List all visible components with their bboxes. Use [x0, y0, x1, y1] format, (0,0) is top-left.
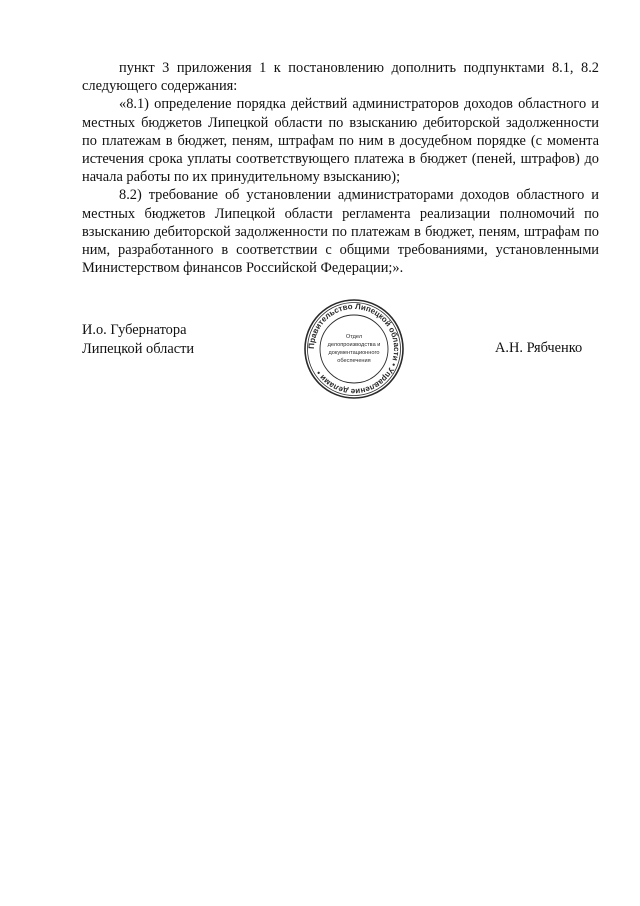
- seal-inner-line1: Отдел: [345, 334, 363, 340]
- paragraph-8-2: 8.2) требование об установлении администраторами доходов областного и местных бюджетов Липецкой области регламента реализации полномочий по взысканию дебиторской задолженности по платежам в бюджет, пеням, штрафам по ним, разработанного в соответствии с общими требованиями, установленными Министерством финансов Российской Федерации;».: [82, 187, 599, 277]
- paragraph-8-1: «8.1) определение порядка действий администраторов доходов областного и местных бюджетов Липецкой области по взысканию дебиторской задолженности по платежам в бюджет, пеням, штрафам по ним в досудебном порядке (с момента истечения срока уплаты соответствующего платежа в бюджет (пеней, штрафов) до начала работы по их принудительному взысканию);: [82, 96, 599, 186]
- official-seal: [303, 298, 405, 400]
- seal-icon: [303, 298, 405, 400]
- signatory-position: [82, 321, 194, 358]
- paragraph-intro: пункт 3 приложения 1 к постановлению дополнить подпунктами 8.1, 8.2 следующего содержания:: [82, 60, 599, 95]
- svg-text:Правительство Липецкой области: [307, 302, 401, 396]
- seal-inner-line2: делопроизводства и: [327, 342, 381, 348]
- signatory-name: А.Н. Рябченко: [495, 340, 583, 356]
- signatory-position-line1: И.о. Губернатора: [82, 322, 187, 338]
- signatory-position-line2: Липецкой области: [82, 340, 195, 357]
- seal-inner-line3: документационного: [328, 350, 380, 356]
- seal-inner-line4: обеспечения: [337, 358, 371, 364]
- document-body: [82, 59, 599, 277]
- seal-outer-text: Правительство Липецкой области • Управление делами •: [306, 301, 402, 397]
